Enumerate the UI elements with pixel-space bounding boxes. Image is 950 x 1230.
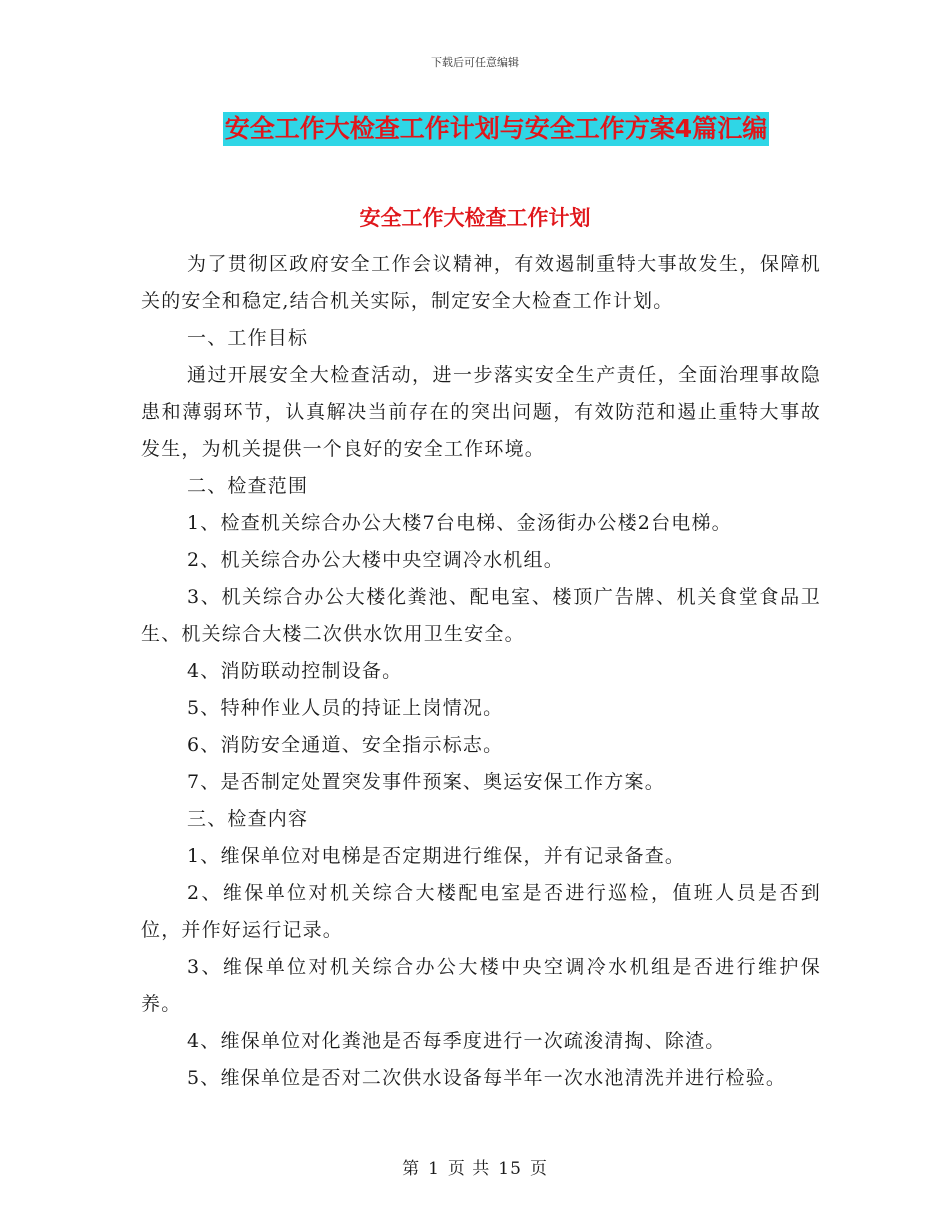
footer-prefix: 第 <box>402 1159 421 1179</box>
footer-mid: 页 共 <box>447 1159 491 1179</box>
document-title-container <box>0 112 950 146</box>
footer-suffix: 页 <box>529 1159 548 1179</box>
heading-work-goal: 一、工作目标 <box>187 327 309 349</box>
header-note: 下载后可任意编辑 <box>431 56 519 69</box>
paragraph: 通过开展安全大检查活动，进一步落实安全生产责任，全面治理事故隐患和薄弱环节，认真解决当前存在的突出问题，有效防范和遏止重特大事故发生，为机关提供一个良好的安全工作环境。 <box>141 364 821 460</box>
footer-page-number: 1 <box>428 1159 440 1179</box>
list-item: 6、消防安全通道、安全指示标志。 <box>187 734 504 756</box>
list-item: 2、维保单位对机关综合大楼配电室是否进行巡检，值班人员是否到位，并作好运行记录。 <box>141 882 821 941</box>
list-item: 4、消防联动控制设备。 <box>187 660 403 682</box>
document-title: 安全工作大检查工作计划与安全工作方案4篇汇编 <box>223 112 769 146</box>
heading-inspection-content: 三、检查内容 <box>187 808 309 830</box>
section-title: 安全工作大检查工作计划 <box>359 206 591 230</box>
list-item: 3、机关综合办公大楼化粪池、配电室、楼顶广告牌、机关食堂食品卫生、机关综合大楼二次供水饮用卫生安全。 <box>141 586 821 645</box>
document-body <box>141 246 821 1097</box>
list-item: 1、检查机关综合办公大楼7台电梯、金汤街办公楼2台电梯。 <box>187 512 732 534</box>
list-item: 7、是否制定处置突发事件预案、奥运安保工作方案。 <box>187 771 665 793</box>
list-item: 4、维保单位对化粪池是否每季度进行一次疏浚清掏、除渣。 <box>187 1030 726 1052</box>
list-item: 3、维保单位对机关综合办公大楼中央空调冷水机组是否进行维护保养。 <box>141 956 821 1015</box>
list-item: 5、特种作业人员的持证上岗情况。 <box>187 697 504 719</box>
paragraph: 为了贯彻区政府安全工作会议精神，有效遏制重特大事故发生，保障机关的安全和稳定,结合机关实际，制定安全大检查工作计划。 <box>141 253 821 312</box>
footer-total-pages: 15 <box>498 1159 522 1179</box>
list-item: 5、维保单位是否对二次供水设备每半年一次水池清洗并进行检验。 <box>187 1067 787 1089</box>
page-footer <box>0 1154 950 1179</box>
list-item: 1、维保单位对电梯是否定期进行维保，并有记录备查。 <box>187 845 686 867</box>
heading-inspection-scope: 二、检查范围 <box>187 475 309 497</box>
list-item: 2、机关综合办公大楼中央空调冷水机组。 <box>187 549 564 571</box>
